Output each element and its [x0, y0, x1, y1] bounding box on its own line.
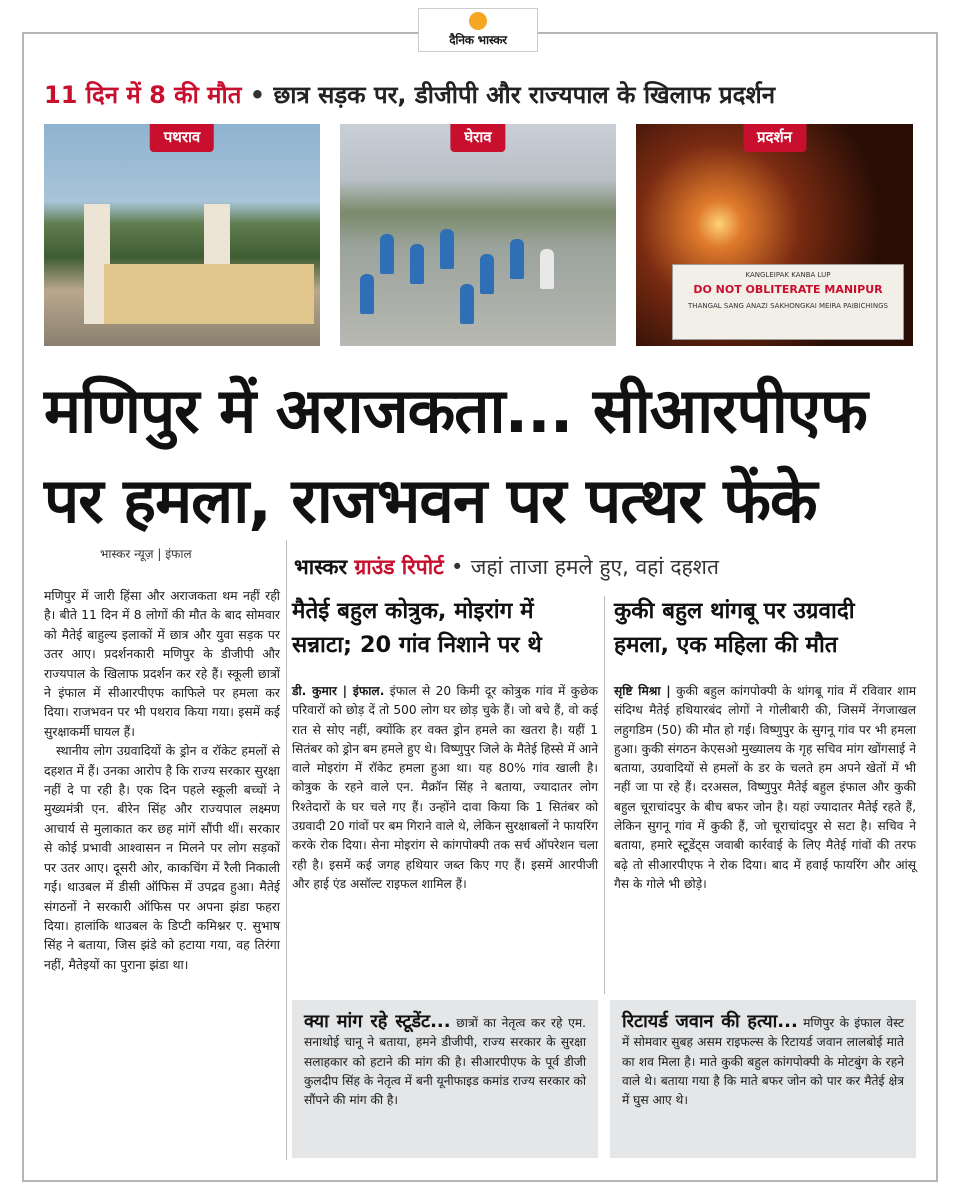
- story2-author: सृष्टि मिश्रा |: [614, 684, 671, 698]
- retired-jawan-box: [610, 1000, 916, 1158]
- photo-tag: प्रदर्शन: [743, 124, 806, 152]
- kicker-separator: •: [249, 81, 266, 109]
- box1-heading: क्या मांग रहे स्टूडेंट...: [304, 1011, 451, 1032]
- students-demand-box: [292, 1000, 598, 1158]
- box2-heading: रिटायर्ड जवान की हत्या...: [622, 1011, 798, 1032]
- ground-report-strap: [294, 553, 719, 581]
- main-story-paragraph: स्थानीय लोग उग्रवादियों के ड्रोन व रॉकेट हमलों से दहशत में हैं। उनका आरोप है कि राज्य सरकार सुरक्षा नहीं दे पा रही है। एक दिन पहले स्कूली बच्चों ने मुख्यमंत्री एन. बीरेन सिंह और राज्यपाल लक्ष्मण आचार्य से मुलाकात कर छह मांगें सौंपी थीं। सरकार से कोई प्रभावी आश्वासन न मिलने पर लोग सड़कों पर उतर आए। दूसरी ओर, काकचिंग में रैली निकाली गई। थाउबल में डीसी ऑफिस में उपद्रव हुआ। मैतेई संगठनों ने सरकारी ऑफिस पर अपना झंडा फहरा दिया। हालांकि थाउबल के डिप्टी कमिश्नर ए. सुभाष सिंह ने बताया, जिस झंडे को हटाया गया, वह तिरंगा नहीं, मैतेइयों का पुराना झंडा था।: [44, 743, 280, 972]
- box1-text: छात्रों का नेतृत्व कर रहे एम. सनाथोई चानू ने बताया, हमने डीजीपी, राज्य सरकार के सुरक्षा सलाहकार को हटाने की मांग की है। सीआरपीएफ के पूर्व डीजी कुलदीप सिंह के नेतृत्व में बनी यूनीफाइड कमांड राज्य सरकार को सौंपने की मांग की है।: [304, 1016, 587, 1108]
- main-story-paragraph: मणिपुर में जारी हिंसा और अराजकता थम नहीं रही है। बीते 11 दिन में 8 लोगों की मौत के बाद सोमवार को मैतेई बाहुल्य इलाकों में छात्र और युवा सड़क पर उतर आए। प्रदर्शनकारी मणिपुर के डीजीपी और राज्यपाल के खिलाफ प्रदर्शन कर रहे हैं। स्कूली छात्रों ने इंफाल में सीआरपीएफ काफिले पर हमला कर दिया। राजभवन पर भी पथराव किया गया। इसमें कई सुरक्षाकर्मी घायल हैं।: [44, 588, 280, 739]
- box2-text: मणिपुर के इंफाल वेस्ट में सोमवार सुबह असम राइफल्स के रिटायर्ड जवान लालबोई माते का शव मिला है। माते कुकी बहुल कांगपोक्पी के मोटबुंग के रहने वाले थे। बताया गया है कि माते बफर जोन को पार कर मैतेई क्षेत्र में घुस आए थे।: [622, 1016, 905, 1108]
- main-story-column: [44, 586, 280, 974]
- photo-protest: [636, 124, 913, 346]
- byline: भास्कर न्यूज़ | इंफाल: [100, 547, 192, 561]
- story1-author: डी. कुमार | इंफाल.: [292, 684, 385, 698]
- kicker-highlight: 11 दिन में 8 की मौत: [44, 81, 242, 109]
- photo-tag: पथराव: [150, 124, 214, 152]
- column-divider: [286, 540, 287, 1160]
- logo-text: दैनिक भास्कर: [449, 33, 507, 47]
- photo-gherao: [340, 124, 616, 346]
- story1-text: इंफाल से 20 किमी दूर कोत्रुक गांव में कुछेक परिवारों को छोड़ दें तो 500 लोग घर छोड़ चुके हैं। जो बचे हैं, वो कई रात से सोए नहीं, क्योंकि हर वक्त ड्रोन हमले का खतरा है। यहीं 1 सितंबर को ड्रोन बम हमले हुए थे। विष्णुपुर जिले के मैतेई हिस्से में आने वाले मोइरांग में रॉकेट हमला हुआ था। यह 80% गांव खाली है। कोत्रुक के रहने वाले एन. मैक्रॉन सिंह ने बताया, ज्यादातर लोग रिश्तेदारों के घर चले गए हैं। उन्होंने दावा किया कि 1 सितंबर को उग्रवादी 20 गांवों पर बम गिराने वाले थे, लेकिन सुरक्षाबलों ने फायरिंग करके रोक दिया। सेना मोइरांग से कांगपोक्पी तक सर्च ऑपरेशन चला रही है। इसमें कई जगह हथियार जब्त किए गए हैं। इसमें आरपीजी और हाई एंड असॉल्ट राइफल शामिल हैं।: [292, 684, 598, 891]
- story1-body: [292, 682, 598, 894]
- story1-heading: मैतेई बहुल कोत्रुक, मोइरांग में सन्नाटा; 20 गांव निशाने पर थे: [292, 598, 542, 658]
- story2-text: कुकी बहुल कांगपोक्पी के थांगबू गांव में रविवार शाम संदिग्ध मैतेई हथियारबंद लोगों ने गोलीबारी की, जिसमें नेंगजाखल लहुगडिम (50) की मौत हो गई। विष्णुपुर के सुगनू गांव पर भी हमला हुआ। कुकी संगठन केएसओ मुख्यालय के गृह सचिव मांग खोंगसाई ने बताया, उग्रवादियों से हमलों के डर के चलते हम अपने खेतों में भी नहीं जा पा रहे हैं। दरअसल, विष्णुपुर मैतेई बहुल इंफाल और कुकी बहुल चूराचांदपुर के बीच बफर जोन है। यहां ज्यादातर मैतेई रहते हैं, लेकिन सुगनू गांव में कुकी हैं, जो चूराचांदपुर से सटा है। सचिव ने बताया, हमारे स्टूडेंट्स जवाबी कार्रवाई के लिए मैतेई गांवों की तरफ बढ़े तो सीआरपीएफ ने रोक दिया। बाद में हवाई फायरिंग और आंसू गैस के गोले भी छोड़े।: [614, 684, 917, 891]
- ground-report-text: जहां ताजा हमले हुए, वहां दहशत: [470, 555, 719, 579]
- sun-icon: [469, 12, 487, 30]
- story2-body: [614, 682, 916, 894]
- kicker-text: छात्र सड़क पर, डीजीपी और राज्यपाल के खिलाफ प्रदर्शन: [273, 81, 776, 109]
- headline-line-1: मणिपुर में अराजकता... सीआरपीएफ: [44, 374, 867, 447]
- kicker-line: [44, 78, 924, 111]
- masthead-logo: [418, 8, 538, 52]
- photo-tag: घेराव: [450, 124, 505, 152]
- headline-line-2: पर हमला, राजभवन पर पत्थर फेंके: [44, 464, 817, 537]
- ground-report-brand: भास्कर: [294, 555, 348, 579]
- column-divider: [604, 596, 605, 994]
- photo-stone-pelting: [44, 124, 320, 346]
- ground-report-label: ग्राउंड रिपोर्ट: [354, 555, 444, 579]
- story2-heading: कुकी बहुल थांगबू पर उग्रवादी हमला, एक महिला की मौत: [614, 598, 855, 658]
- protest-banner: KANGLEIPAK KANBA LUP DO NOT OBLITERATE MANIPUR THANGAL SANG ANAZI SAKHONGKAI MEIRA PAIBICHINGS: [672, 264, 904, 340]
- ground-report-separator: •: [451, 555, 464, 579]
